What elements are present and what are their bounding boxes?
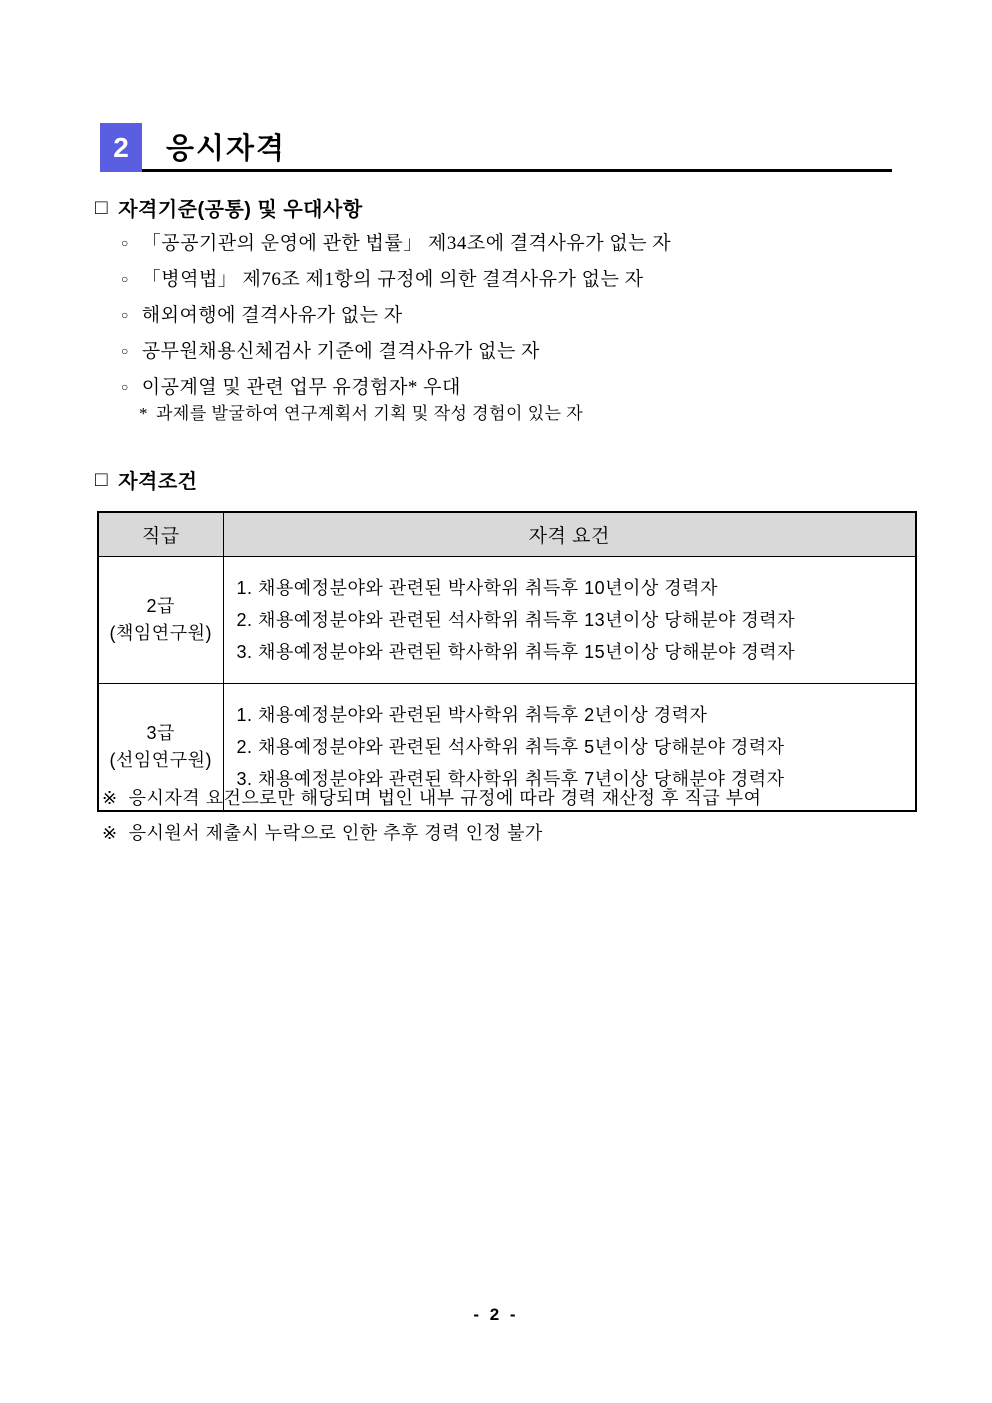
square-marker-icon: □ [95, 467, 109, 491]
heading-text: 자격조건 [118, 471, 198, 493]
page-title: 응시자격 [142, 123, 892, 172]
bullet-subnote [139, 403, 583, 425]
requirements-cell [223, 557, 916, 684]
grade-sub-label: (선임연구원) [109, 750, 212, 770]
requirement-line: 1. 채용예정분야와 관련된 박사학위 취득후 10년이상 경력자 [236, 578, 718, 598]
reference-mark-icon: ※ [102, 788, 118, 808]
heading-qualification-criteria [95, 193, 363, 222]
reference-notes [102, 787, 902, 857]
bullet-text: 「공공기관의 운영에 관한 법률」 제34조에 결격사유가 없는 자 [141, 233, 672, 254]
grade-label: 2급 [146, 596, 175, 616]
reference-mark-icon: ※ [102, 823, 118, 843]
bullet-text: 「병역법」 제76조 제1항의 규정에 의한 결격사유가 없는 자 [141, 269, 644, 290]
note-text: 응시자격 요건으로만 해당되며 법인 내부 규정에 따라 경력 재산정 후 직급 부여 [128, 788, 762, 808]
bullet-text: 이공계열 및 관련 업무 유경험자* 우대 [141, 377, 461, 398]
requirement-line: 2. 채용예정분야와 관련된 석사학위 취득후 13년이상 당해분야 경력자 [236, 610, 796, 630]
list-item [121, 303, 901, 328]
list-item [121, 375, 901, 400]
note-item [102, 787, 902, 810]
bullet-text: 해외여행에 결격사유가 없는 자 [141, 305, 403, 326]
subnote-text: 과제를 발굴하여 연구계획서 기획 및 작성 경험이 있는 자 [156, 404, 584, 423]
requirement-line: 3. 채용예정분야와 관련된 학사학위 취득후 7년이상 당해분야 경력자 [236, 769, 785, 789]
requirement-line: 3. 채용예정분야와 관련된 학사학위 취득후 15년이상 당해분야 경력자 [236, 642, 796, 662]
heading-text: 자격기준(공통) 및 우대사항 [118, 199, 363, 221]
circle-bullet-icon: ○ [121, 308, 129, 322]
asterisk-marker-icon: * [139, 404, 148, 423]
section-header [100, 123, 892, 172]
grade-cell [98, 557, 223, 684]
note-item [102, 822, 902, 845]
bullet-text: 공무원채용신체검사 기준에 결격사유가 없는 자 [141, 341, 540, 362]
criteria-bullet-list [121, 231, 901, 411]
square-marker-icon: □ [95, 195, 109, 219]
column-header-grade: 직급 [98, 512, 223, 557]
circle-bullet-icon: ○ [121, 272, 129, 286]
qualification-table [97, 511, 917, 812]
list-item [121, 339, 901, 364]
circle-bullet-icon: ○ [121, 344, 129, 358]
heading-qualification-conditions [95, 465, 197, 494]
circle-bullet-icon: ○ [121, 380, 129, 394]
section-number-badge: 2 [100, 123, 142, 172]
circle-bullet-icon: ○ [121, 236, 129, 250]
column-header-requirements: 자격 요건 [223, 512, 916, 557]
list-item [121, 267, 901, 292]
list-item [121, 231, 901, 256]
table-header-row [98, 512, 916, 557]
note-text: 응시원서 제출시 누락으로 인한 추후 경력 인정 불가 [128, 823, 543, 843]
grade-label: 3급 [146, 723, 175, 743]
table-row [98, 557, 916, 684]
requirement-line: 2. 채용예정분야와 관련된 석사학위 취득후 5년이상 당해분야 경력자 [236, 737, 785, 757]
grade-sub-label: (책임연구원) [109, 623, 212, 643]
requirement-line: 1. 채용예정분야와 관련된 박사학위 취득후 2년이상 경력자 [236, 705, 708, 725]
page-number: - 2 - [473, 1305, 519, 1324]
